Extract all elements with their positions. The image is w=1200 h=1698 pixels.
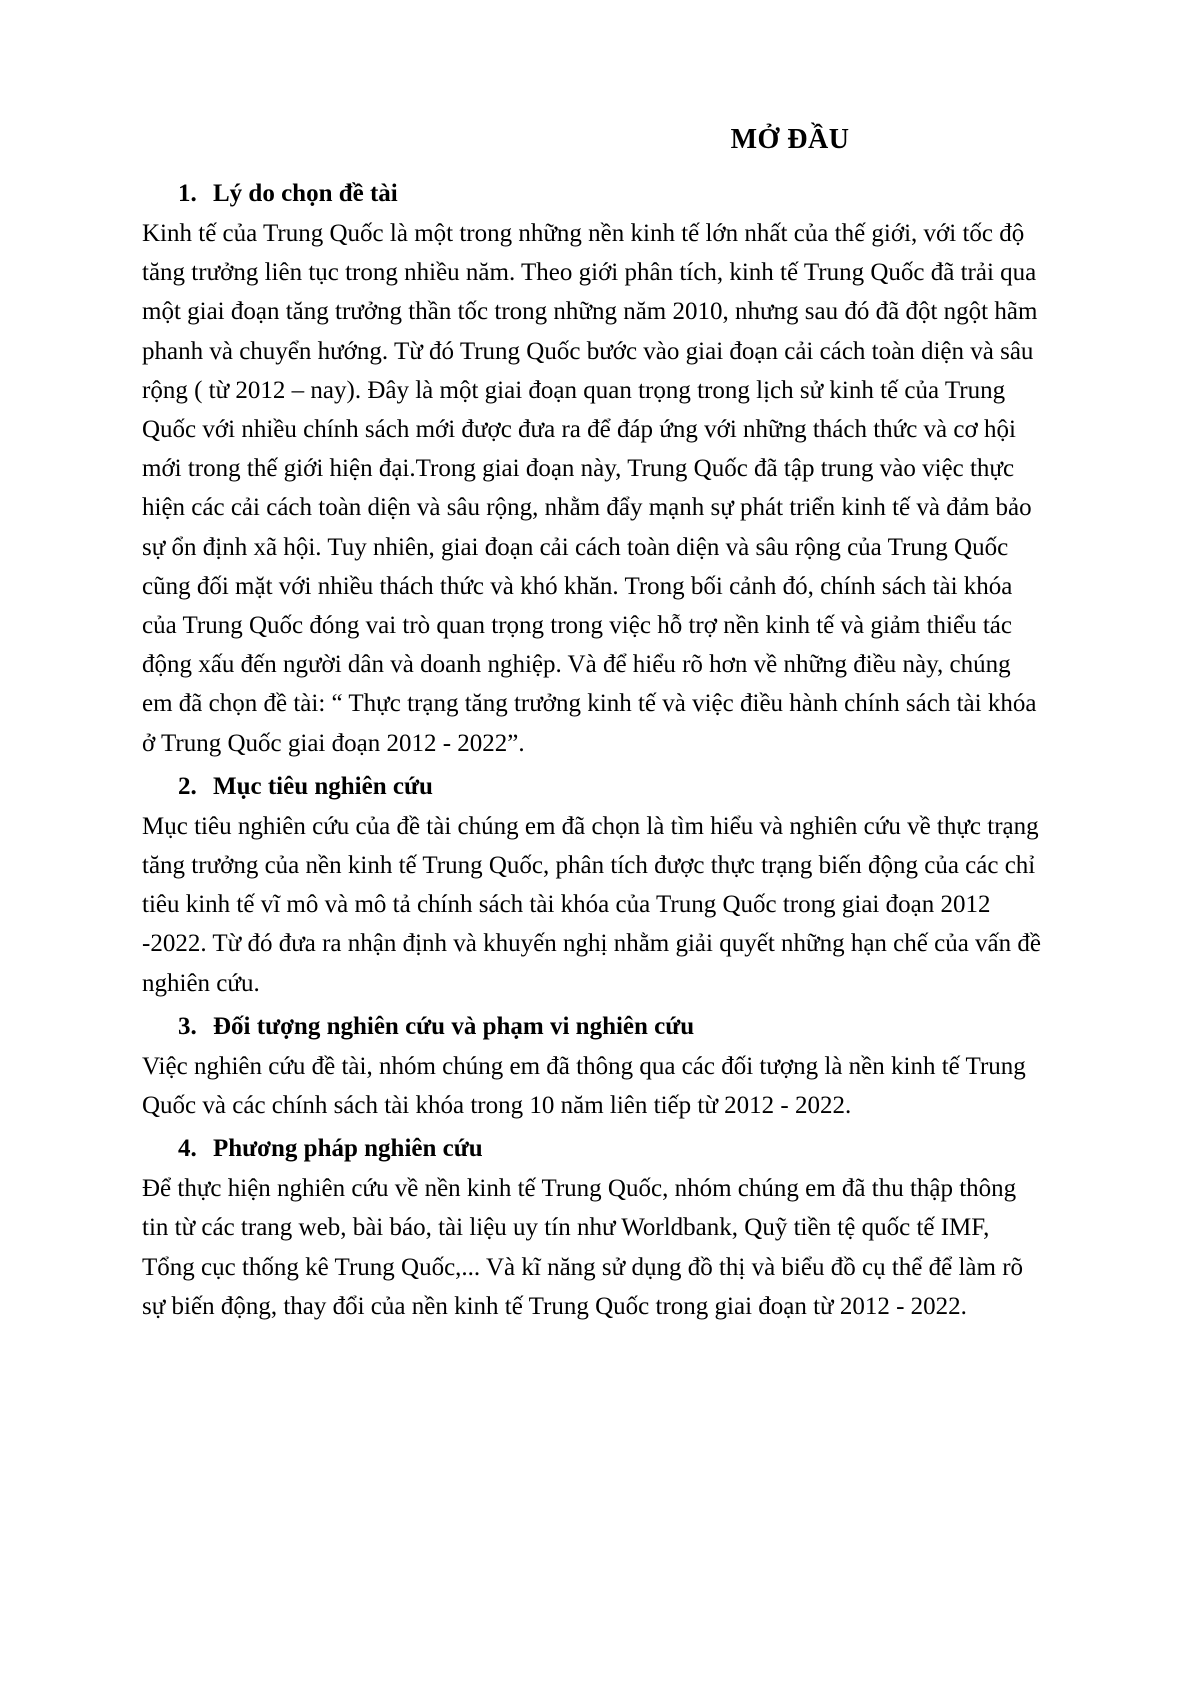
section-heading	[142, 767, 1092, 807]
document-body	[142, 174, 1092, 1326]
paragraph-line: cũng đối mặt với nhiều thách thức và khó khăn. Trong bối cảnh đó, chính sách tài khóa	[142, 572, 1013, 600]
section-number: 3.	[178, 1012, 197, 1040]
paragraph-line: Mục tiêu nghiên cứu của đề tài chúng em đã chọn là tìm hiểu và nghiên cứu về thực trạng	[142, 812, 1039, 840]
section-number: 4.	[178, 1135, 197, 1163]
paragraph-line: Quốc và các chính sách tài khóa trong 10 năm liên tiếp từ 2012 - 2022.	[142, 1092, 852, 1120]
document-title-text: MỞ ĐẦU	[730, 124, 850, 155]
paragraph-line: hiện các cải cách toàn diện và sâu rộng, nhằm đẩy mạnh sự phát triển kinh tế và đảm bảo	[142, 494, 1032, 522]
paragraph-line: Để thực hiện nghiên cứu về nền kinh tế Trung Quốc, nhóm chúng em đã thu thập thông	[142, 1175, 1017, 1203]
section-paragraph	[142, 1169, 1092, 1326]
document-title	[0, 120, 1200, 160]
section-title: Đối tượng nghiên cứu và phạm vi nghiên cứu	[213, 1012, 695, 1040]
paragraph-line: nghiên cứu.	[142, 969, 260, 997]
section-heading	[142, 174, 1092, 214]
paragraph-line: rộng ( từ 2012 – nay). Đây là một giai đoạn quan trọng trong lịch sử kinh tế của Trung	[142, 376, 1006, 404]
paragraph-line: sự ổn định xã hội. Tuy nhiên, giai đoạn cải cách toàn diện và sâu rộng của Trung Quốc	[142, 533, 1009, 561]
paragraph-line: tăng trưởng liên tục trong nhiều năm. Theo giới phân tích, kinh tế Trung Quốc đã trải qua	[142, 259, 1037, 287]
section-number: 1.	[178, 180, 197, 207]
paragraph-line: ở Trung Quốc giai đoạn 2012 - 2022”.	[142, 729, 525, 757]
paragraph-line: tiêu kinh tế vĩ mô và mô tả chính sách tài khóa của Trung Quốc trong giai đoạn 2012	[142, 891, 991, 919]
section-heading	[142, 1007, 1092, 1047]
paragraph-line: của Trung Quốc đóng vai trò quan trọng trong việc hỗ trợ nền kinh tế và giảm thiểu tác	[142, 612, 1012, 640]
section-reason	[142, 174, 1092, 763]
paragraph-line: em đã chọn đề tài: “ Thực trạng tăng trưởng kinh tế và việc điều hành chính sách tài khóa	[142, 690, 1037, 718]
section-objectives	[142, 767, 1092, 1003]
paragraph-line: sự biến động, thay đổi của nền kinh tế Trung Quốc trong giai đoạn từ 2012 - 2022.	[142, 1292, 967, 1320]
section-title: Mục tiêu nghiên cứu	[213, 772, 433, 800]
section-title: Phương pháp nghiên cứu	[213, 1135, 483, 1163]
paragraph-line: Kinh tế của Trung Quốc là một trong những nền kinh tế lớn nhất của thế giới, với tốc độ	[142, 220, 1025, 247]
paragraph-line: mới trong thế giới hiện đại.Trong giai đoạn này, Trung Quốc đã tập trung vào việc thực	[142, 455, 1015, 483]
paragraph-line: một giai đoạn tăng trưởng thần tốc trong những năm 2010, nhưng sau đó đã đột ngột hãm	[142, 298, 1038, 326]
section-scope	[142, 1007, 1092, 1125]
paragraph-line: Việc nghiên cứu đề tài, nhóm chúng em đã thông qua các đối tượng là nền kinh tế Trung	[142, 1052, 1026, 1080]
paragraph-line: -2022. Từ đó đưa ra nhận định và khuyến nghị nhằm giải quyết những hạn chế của vấn đề	[142, 930, 1041, 958]
section-paragraph	[142, 1047, 1092, 1125]
paragraph-line: Tổng cục thống kê Trung Quốc,... Và kĩ năng sử dụng đồ thị và biểu đồ cụ thể để làm rõ	[142, 1253, 1024, 1281]
paragraph-line: tin từ các trang web, bài báo, tài liệu uy tín như Worldbank, Quỹ tiền tệ quốc tế IMF,	[142, 1214, 990, 1242]
paragraph-line: tăng trưởng của nền kinh tế Trung Quốc, phân tích được thực trạng biến động của các chỉ	[142, 852, 1036, 880]
section-methods	[142, 1129, 1092, 1326]
paragraph-line: phanh và chuyển hướng. Từ đó Trung Quốc bước vào giai đoạn cải cách toàn diện và sâu	[142, 337, 1034, 365]
paragraph-line: động xấu đến người dân và doanh nghiệp. Và để hiểu rõ hơn về những điều này, chúng	[142, 651, 1011, 679]
section-paragraph	[142, 807, 1092, 1003]
paragraph-line: Quốc với nhiều chính sách mới được đưa ra để đáp ứng với những thách thức và cơ hội	[142, 416, 1016, 444]
section-number: 2.	[178, 772, 197, 800]
section-heading	[142, 1129, 1092, 1169]
section-paragraph	[142, 214, 1092, 763]
section-title: Lý do chọn đề tài	[213, 180, 398, 207]
